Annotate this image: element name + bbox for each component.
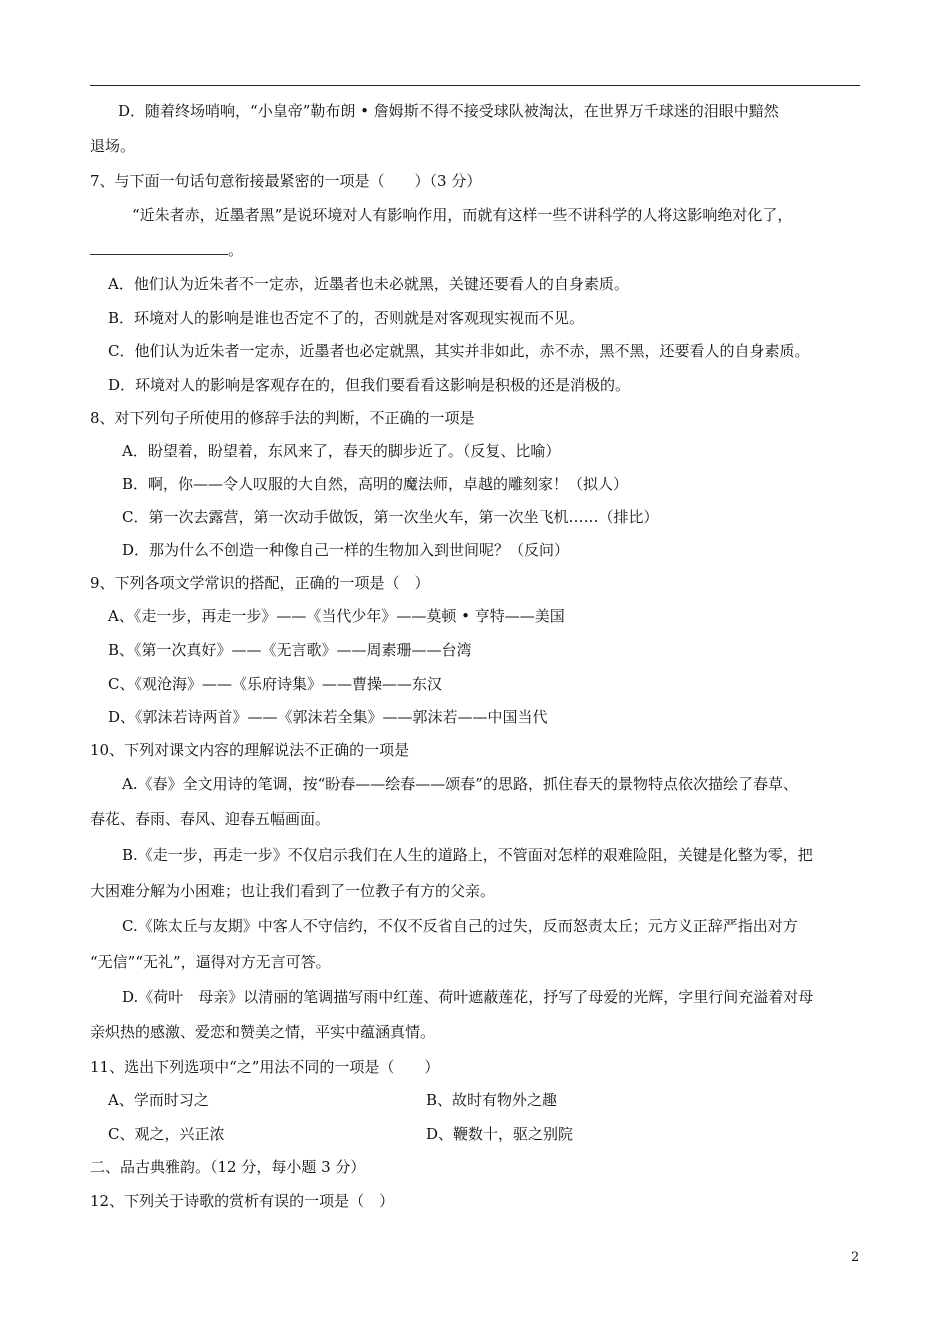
q10-option-b-line2: 大困难分解为小困难；也让我们看到了一位教子有方的父亲。 — [90, 882, 496, 900]
fill-blank — [90, 240, 228, 255]
header-rule — [90, 85, 860, 86]
q10-option-b-line1: B.《走一步，再走一步》不仅启示我们在人生的道路上，不管面对怎样的艰难险阻，关键是化整为零，把 — [122, 846, 813, 864]
q6-option-d-line1: D．随着终场哨响，“小皇帝”勒布朗 • 詹姆斯不得不接受球队被淘汰，在世界万千球迷的泪眼中黯然 — [118, 102, 779, 120]
q7-option-d: D．环境对人的影响是客观存在的，但我们要看看这影响是积极的还是消极的。 — [108, 376, 631, 394]
q10-option-c-line1: C.《陈太丘与友期》中客人不守信约，不仅不反省自己的过失，反而怒责太丘；元方义正辞严指出对方 — [122, 917, 798, 935]
q10-option-d-line1: D.《荷叶 母亲》以清丽的笔调描写雨中红莲、荷叶遮蔽莲花，抒写了母爱的光辉，字里行间充溢着对母 — [122, 988, 814, 1006]
q9-option-b: B、《第一次真好》——《无言歌》——周素珊——台湾 — [108, 641, 472, 659]
q8-option-b: B．啊，你——令人叹服的大自然，高明的魔法师，卓越的雕刻家！（拟人） — [122, 475, 629, 493]
q10-option-c-line2: “无信”“无礼”，逼得对方无言可答。 — [90, 953, 331, 971]
blank-end: 。 — [228, 241, 244, 259]
q8-stem: 8、对下列句子所使用的修辞手法的判断，不正确的一项是 — [90, 409, 475, 427]
page-number: 2 — [851, 1250, 860, 1265]
q8-option-a: A．盼望着，盼望着，东风来了，春天的脚步近了。（反复、比喻） — [122, 442, 561, 460]
q10-option-d-line2: 亲炽热的感激、爱恋和赞美之情，平实中蕴涵真情。 — [90, 1023, 436, 1041]
section-heading: 二、品古典雅韵。（12 分，每小题 3 分） — [90, 1158, 366, 1176]
q11-option-c: C、观之，兴正浓 — [108, 1125, 225, 1143]
q12-stem: 12、下列关于诗歌的赏析有误的一项是（ ） — [90, 1192, 395, 1210]
q10-option-a-line1: A.《春》全文用诗的笔调，按“盼春——绘春——颂春”的思路，抓住春天的景物特点依次描绘了春草、 — [122, 775, 798, 793]
q11-option-b: B、故时有物外之趣 — [426, 1091, 558, 1109]
q10-option-a-line2: 春花、春雨、春风、迎春五幅画面。 — [90, 810, 331, 828]
q11-option-d: D、鞭数十，驱之别院 — [426, 1125, 574, 1143]
q8-option-d: D．那为什么不创造一种像自己一样的生物加入到世间呢？（反问） — [122, 541, 570, 559]
q7-option-c: C．他们认为近朱者一定赤，近墨者也必定就黑，其实并非如此，赤不赤，黑不黑，还要看人的自身素质。 — [108, 342, 810, 360]
q7-stem: 7、与下面一句话句意衔接最紧密的一项是（ ）（3 分） — [90, 172, 482, 190]
q6-option-d-line2: 退场。 — [90, 137, 136, 155]
q9-option-d: D、《郭沫若诗两首》——《郭沫若全集》——郭沫若——中国当代 — [108, 708, 548, 726]
q7-option-a: A．他们认为近朱者不一定赤，近墨者也未必就黑，关键还要看人的自身素质。 — [108, 275, 629, 293]
q9-option-a: A、《走一步，再走一步》——《当代少年》——莫顿 • 亨特——美国 — [108, 607, 565, 625]
q10-stem: 10、下列对课文内容的理解说法不正确的一项是 — [90, 741, 410, 759]
q9-option-c: C、《观沧海》——《乐府诗集》——曹操——东汉 — [108, 675, 442, 693]
q7-option-b: B．环境对人的影响是谁也否定不了的，否则就是对客观现实视而不见。 — [108, 309, 585, 327]
q7-answer-blank — [90, 240, 243, 260]
q7-passage: “近朱者赤，近墨者黑”是说环境对人有影响作用，而就有这样一些不讲科学的人将这影响绝对化了， — [132, 206, 793, 224]
q11-option-a: A、学而时习之 — [108, 1091, 209, 1109]
q8-option-c: C．第一次去露营，第一次动手做饭，第一次坐火车，第一次坐飞机……（排比） — [122, 508, 659, 526]
q11-stem: 11、选出下列选项中“之”用法不同的一项是（ ） — [90, 1058, 440, 1076]
q9-stem: 9、下列各项文学常识的搭配，正确的一项是（ ） — [90, 574, 430, 592]
